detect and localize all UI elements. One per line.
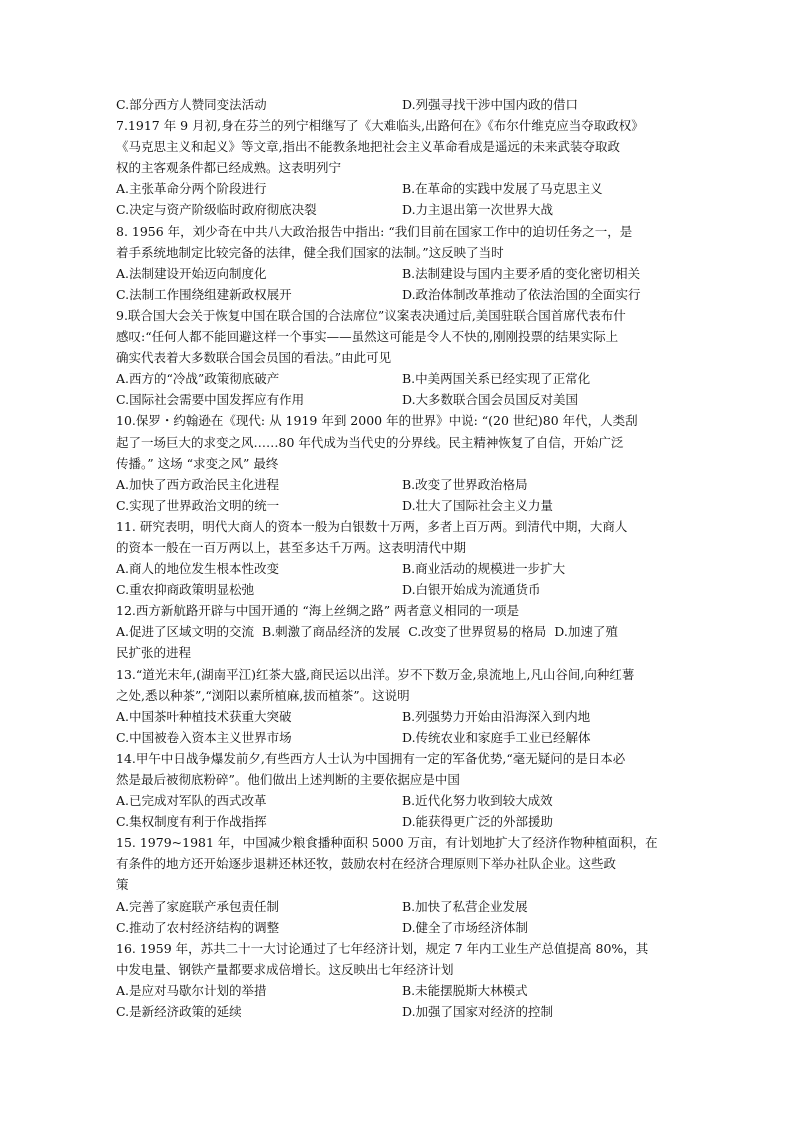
- option-c[interactable]: C.中国被卷入资本主义世界市场: [116, 729, 292, 745]
- option-d[interactable]: D.能获得更广泛的外部援助: [402, 814, 554, 830]
- option-d[interactable]: D.健全了市场经济体制: [402, 919, 529, 935]
- options-row: [116, 389, 688, 410]
- options-row: [116, 263, 688, 284]
- option-b[interactable]: B.未能摆脱斯大林模式: [402, 982, 528, 998]
- question-stem-line: 14.甲午中日战争爆发前夕,有些西方人士认为中国拥有一定的军备优势,“毫无疑问的是日本必: [116, 750, 626, 766]
- option-b[interactable]: B.在革命的实践中发展了马克思主义: [402, 181, 603, 197]
- question-stem-line: 11. 研究表明，明代大商人的资本一般为白银数十万两，多者上百万两。到清代中期，大商人: [116, 518, 628, 534]
- question-12: [116, 600, 688, 663]
- option-c[interactable]: C.重农抑商政策明显松弛: [116, 582, 255, 598]
- question-stem-line: 有条件的地方还开始逐步退耕还林还牧，鼓励农村在经济合理原则下举办社队企业。这些政: [116, 856, 617, 872]
- option-c[interactable]: C.实现了世界政治文明的统一: [116, 497, 280, 513]
- question-15: [116, 832, 688, 937]
- options-row: [116, 579, 688, 600]
- options-row: [116, 811, 688, 832]
- question-9: [116, 305, 688, 410]
- option-c[interactable]: C.国际社会需要中国发挥应有作用: [116, 392, 305, 408]
- option-a[interactable]: A.法制建设开始迈向制度化: [116, 265, 267, 281]
- question-stem-line: 着手系统地制定比较完备的法律，健全我们国家的法制。”这反映了当时: [116, 244, 504, 260]
- option-b[interactable]: B.近代化努力收到较大成效: [402, 793, 553, 809]
- options-row: [116, 621, 688, 642]
- option-c[interactable]: C.推动了农村经济结构的调整: [116, 919, 280, 935]
- options-row: [116, 368, 688, 389]
- option-a[interactable]: A.西方的“冷战”政策彻底破产: [116, 371, 280, 387]
- question-14: [116, 748, 688, 832]
- question-stem-line: 8. 1956 年，刘少奇在中共八大政治报告中指出: “我们目前在国家工作中的迫切任务之一，是: [116, 223, 633, 239]
- option-d-continuation: 民扩张的进程: [116, 645, 192, 661]
- option-d[interactable]: D.壮大了国际社会主义力量: [402, 497, 554, 513]
- option-c[interactable]: C.法制工作围绕组建新政权展开: [116, 286, 292, 302]
- option-d[interactable]: D.列强寻找干涉中国内政的借口: [402, 97, 579, 112]
- question-stem-line: 9.联合国大会关于恢复中国在联合国的合法席位”议案表决通过后,美国驻联合国首席代表布什: [116, 307, 626, 323]
- options-row: [116, 980, 688, 1001]
- option-a[interactable]: A.主张革命分两个阶段进行: [116, 181, 267, 197]
- options-row: [116, 917, 688, 938]
- question-8: [116, 221, 688, 305]
- options-row: [116, 558, 688, 579]
- options-row: [116, 284, 688, 305]
- option-d[interactable]: D.大多数联合国会员国反对美国: [402, 392, 579, 408]
- option-d[interactable]: D.加速了殖: [554, 624, 618, 640]
- option-b[interactable]: B.改变了世界政治格局: [402, 476, 528, 492]
- question-stem-line: 《马克思主义和起义》等文章,指出不能教条地把社会主义革命看成是遥远的未来武装夺取政: [116, 139, 620, 155]
- question-stem-line: 然是最后被彻底粉碎”。他们做出上述判断的主要依据应是中国: [116, 772, 460, 787]
- prev-question-options: [116, 94, 688, 115]
- exam-page: [116, 94, 688, 1022]
- question-stem-line: 之处,悉以种茶”,“浏阳以素所植麻,拔而植茶”。这说明: [116, 687, 410, 703]
- question-stem-line: 15. 1979~1981 年，中国减少粮食播种面积 5000 万亩，有计划地扩大了经济作物种植面积，在: [116, 835, 658, 851]
- question-7: [116, 115, 688, 220]
- question-stem-line: 13.“道光末年,(湖南平江)红茶大盛,商民运以出洋。岁不下数万金,泉流地上,凡山谷间,向种红薯: [116, 666, 635, 682]
- option-a[interactable]: A.促进了区域文明的交流: [116, 624, 255, 640]
- option-b[interactable]: B.商业活动的规模进一步扩大: [402, 561, 566, 577]
- option-b[interactable]: B.中美两国关系已经实现了正常化: [402, 371, 591, 387]
- options-row: [116, 199, 688, 220]
- question-13: [116, 664, 688, 748]
- question-stem-line: 传播。” 这场 “求变之风” 最终: [116, 455, 279, 471]
- question-stem-line: 策: [116, 877, 129, 893]
- question-stem-line: 确实代表着大多数联合国会员国的看法。”由此可见: [116, 350, 392, 366]
- options-row: [116, 1001, 688, 1022]
- options-row: [116, 727, 688, 748]
- question-stem-line: 起了一场巨大的求变之风……80 年代成为当代史的分界线。民主精神恢复了自信，开始广泛: [116, 434, 624, 450]
- options-row: [116, 896, 688, 917]
- question-stem-line: 16. 1959 年，苏共二十一大讨论通过了七年经济计划，规定 7 年内工业生产总值提高 80%，其: [116, 940, 649, 956]
- question-16: [116, 938, 688, 1022]
- option-a[interactable]: A.加快了西方政治民主化进程: [116, 476, 280, 492]
- option-c[interactable]: C.决定与资产阶级临时政府彻底决裂: [116, 202, 317, 218]
- option-b[interactable]: B.刺激了商品经济的发展: [262, 624, 401, 640]
- option-a[interactable]: A.商人的地位发生根本性改变: [116, 561, 280, 577]
- question-10: [116, 410, 688, 515]
- question-stem-line: 10.保罗・约翰逊在《现代: 从 1919 年到 2000 年的世界》中说: “(20 世纪)80 年代，人类刮: [116, 413, 638, 429]
- options-row: [116, 706, 688, 727]
- options-row: [116, 495, 688, 516]
- option-d[interactable]: D.传统农业和家庭手工业已经解体: [402, 729, 591, 745]
- option-a[interactable]: A.已完成对军队的西式改革: [116, 793, 267, 809]
- option-b[interactable]: B.列强势力开始由沿海深入到内地: [402, 708, 591, 724]
- options-row: [116, 790, 688, 811]
- option-d[interactable]: D.政治体制改革推动了依法治国的全面实行: [402, 286, 641, 302]
- option-b[interactable]: B.法制建设与国内主要矛盾的变化密切相关: [402, 265, 641, 281]
- options-row: [116, 474, 688, 495]
- option-c[interactable]: C.集权制度有利于作战指挥: [116, 814, 267, 830]
- question-stem-line: 的资本一般在一百万两以上，甚至多达千万两。这表明清代中期: [116, 539, 467, 555]
- option-d[interactable]: D.加强了国家对经济的控制: [402, 1004, 554, 1020]
- option-a[interactable]: A.完善了家庭联产承包责任制: [116, 898, 280, 914]
- option-a[interactable]: A.中国茶叶种植技术获重大突破: [116, 708, 292, 724]
- question-stem-line: 感叹:“任何人都不能回避这样一个事实——虽然这可能是令人不快的,刚刚投票的结果实际上: [116, 329, 619, 345]
- question-stem-line: 权的主客观条件都已经成熟。这表明列宁: [116, 160, 342, 176]
- question-11: [116, 516, 688, 600]
- options-row: [116, 178, 688, 199]
- question-stem-line: 中发电量、钢铁产量都要求成倍增长。这反映出七年经济计划: [116, 961, 454, 977]
- option-a[interactable]: A.是应对马歇尔计划的举措: [116, 982, 267, 998]
- question-stem-line: 7.1917 年 9 月初,身在芬兰的列宁相继写了《大难临头,出路何在》《布尔什维克应当夺取政权》: [116, 118, 644, 134]
- option-c[interactable]: C.改变了世界贸易的格局: [408, 624, 547, 640]
- option-c[interactable]: C.部分西方人赞同变法活动: [116, 97, 267, 112]
- option-c[interactable]: C.是新经济政策的延续: [116, 1004, 242, 1020]
- option-b[interactable]: B.加快了私营企业发展: [402, 898, 528, 914]
- option-d[interactable]: D.力主退出第一次世界大战: [402, 202, 554, 218]
- option-d[interactable]: D.白银开始成为流通货币: [402, 582, 541, 598]
- question-stem-line: 12.西方新航路开辟与中国开通的 “海上丝绸之路” 两者意义相同的一项是: [116, 603, 520, 619]
